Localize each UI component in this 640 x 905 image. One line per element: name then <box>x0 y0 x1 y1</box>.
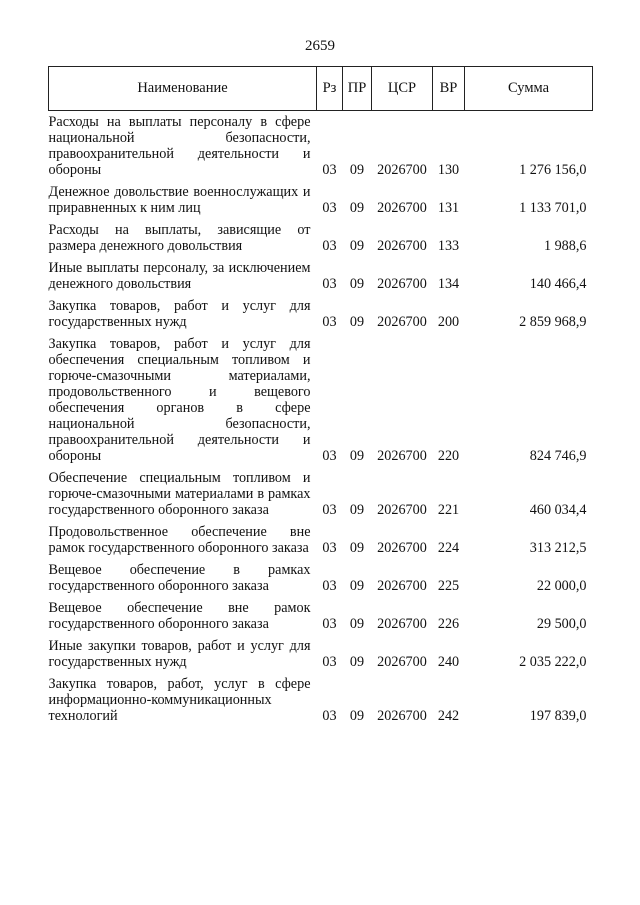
row-sum: 1 988,6 <box>543 238 587 254</box>
row-vr: 240 <box>437 654 460 670</box>
row-name: Закупка товаров, работ и услуг для государственных нужд <box>48 298 311 330</box>
row-rz: 03 <box>322 276 337 292</box>
table-row <box>49 559 593 597</box>
table-body <box>49 111 593 728</box>
row-sum: 824 746,9 <box>529 448 587 464</box>
row-csr: 2026700 <box>377 448 427 464</box>
row-rz: 03 <box>322 314 337 330</box>
row-csr: 2026700 <box>377 616 427 632</box>
row-pr: 09 <box>349 200 365 216</box>
row-vr: 242 <box>437 708 460 724</box>
row-pr: 09 <box>349 654 365 670</box>
row-csr: 2026700 <box>377 200 427 216</box>
table-row <box>49 333 593 467</box>
row-csr: 2026700 <box>377 314 427 330</box>
row-csr: 2026700 <box>377 578 427 594</box>
budget-table <box>48 66 593 727</box>
row-vr: 225 <box>437 578 460 594</box>
row-sum: 1 276 156,0 <box>519 162 587 178</box>
row-name: Иные выплаты персоналу, за исключением денежного довольствия <box>48 260 311 292</box>
row-vr: 224 <box>437 540 460 556</box>
row-vr: 131 <box>437 200 460 216</box>
row-rz: 03 <box>322 708 337 724</box>
row-rz: 03 <box>322 162 337 178</box>
table-row <box>49 219 593 257</box>
row-vr: 226 <box>437 616 460 632</box>
header-row <box>49 67 593 111</box>
row-csr: 2026700 <box>377 708 427 724</box>
header-sum: Сумма <box>465 67 593 111</box>
row-pr: 09 <box>349 276 365 292</box>
table-row <box>49 597 593 635</box>
row-vr: 133 <box>437 238 460 254</box>
table-row <box>49 467 593 521</box>
row-rz: 03 <box>322 540 337 556</box>
row-sum: 313 212,5 <box>529 540 587 556</box>
table-row <box>49 295 593 333</box>
row-rz: 03 <box>322 448 337 464</box>
row-sum: 460 034,4 <box>529 502 587 518</box>
row-rz: 03 <box>322 578 337 594</box>
header-name: Наименование <box>49 67 317 111</box>
row-sum: 140 466,4 <box>529 276 587 292</box>
table-row <box>49 521 593 559</box>
row-pr: 09 <box>349 708 365 724</box>
row-name: Обеспечение специальным топливом и горюче-смазочными материалами в рамках государственного оборонного заказа <box>48 470 311 518</box>
row-name: Вещевое обеспечение вне рамок государственного оборонного заказа <box>48 600 311 632</box>
row-sum: 1 133 701,0 <box>519 200 587 216</box>
row-csr: 2026700 <box>377 162 427 178</box>
row-name: Продовольственное обеспечение вне рамок государственного оборонного заказа <box>48 524 311 556</box>
row-rz: 03 <box>322 616 337 632</box>
row-rz: 03 <box>322 238 337 254</box>
row-name: Закупка товаров, работ и услуг для обеспечения специальным топливом и горюче-смазочными материалами, продовольственного и вещевого обеспечения органов в сфере национальной безопасности, правоохранительной деятельности и обороны <box>48 336 311 464</box>
row-rz: 03 <box>322 502 337 518</box>
row-pr: 09 <box>349 162 365 178</box>
row-csr: 2026700 <box>377 276 427 292</box>
row-vr: 130 <box>437 162 460 178</box>
row-csr: 2026700 <box>377 238 427 254</box>
header-rz: Рз <box>317 67 343 111</box>
row-pr: 09 <box>349 238 365 254</box>
row-pr: 09 <box>349 448 365 464</box>
header-pr: ПР <box>343 67 372 111</box>
row-name: Денежное довольствие военнослужащих и приравненных к ним лиц <box>48 184 311 216</box>
row-pr: 09 <box>349 314 365 330</box>
row-vr: 134 <box>437 276 460 292</box>
row-sum: 29 500,0 <box>536 616 587 632</box>
header-csr: ЦСР <box>372 67 433 111</box>
row-rz: 03 <box>322 654 337 670</box>
row-sum: 2 859 968,9 <box>519 314 587 330</box>
row-name: Закупка товаров, работ, услуг в сфере информационно-коммуникационных технологий <box>48 676 311 724</box>
row-rz: 03 <box>322 200 337 216</box>
table-row <box>49 181 593 219</box>
row-sum: 197 839,0 <box>529 708 587 724</box>
row-csr: 2026700 <box>377 540 427 556</box>
row-name: Расходы на выплаты, зависящие от размера денежного довольствия <box>48 222 311 254</box>
row-csr: 2026700 <box>377 654 427 670</box>
table-row <box>49 635 593 673</box>
row-pr: 09 <box>349 540 365 556</box>
row-sum: 2 035 222,0 <box>519 654 587 670</box>
row-pr: 09 <box>349 502 365 518</box>
row-vr: 220 <box>437 448 460 464</box>
row-vr: 200 <box>437 314 460 330</box>
row-sum: 22 000,0 <box>536 578 587 594</box>
row-pr: 09 <box>349 578 365 594</box>
table-row <box>49 111 593 182</box>
row-name: Вещевое обеспечение в рамках государственного оборонного заказа <box>48 562 311 594</box>
row-pr: 09 <box>349 616 365 632</box>
table-row <box>49 257 593 295</box>
page-number: 2659 <box>305 38 335 54</box>
row-vr: 221 <box>437 502 460 518</box>
table-header <box>49 67 593 111</box>
row-name: Иные закупки товаров, работ и услуг для государственных нужд <box>48 638 311 670</box>
header-vr: ВР <box>433 67 465 111</box>
table-row <box>49 673 593 727</box>
row-csr: 2026700 <box>377 502 427 518</box>
row-name: Расходы на выплаты персоналу в сфере национальной безопасности, правоохранительной деятельности и обороны <box>48 114 311 178</box>
